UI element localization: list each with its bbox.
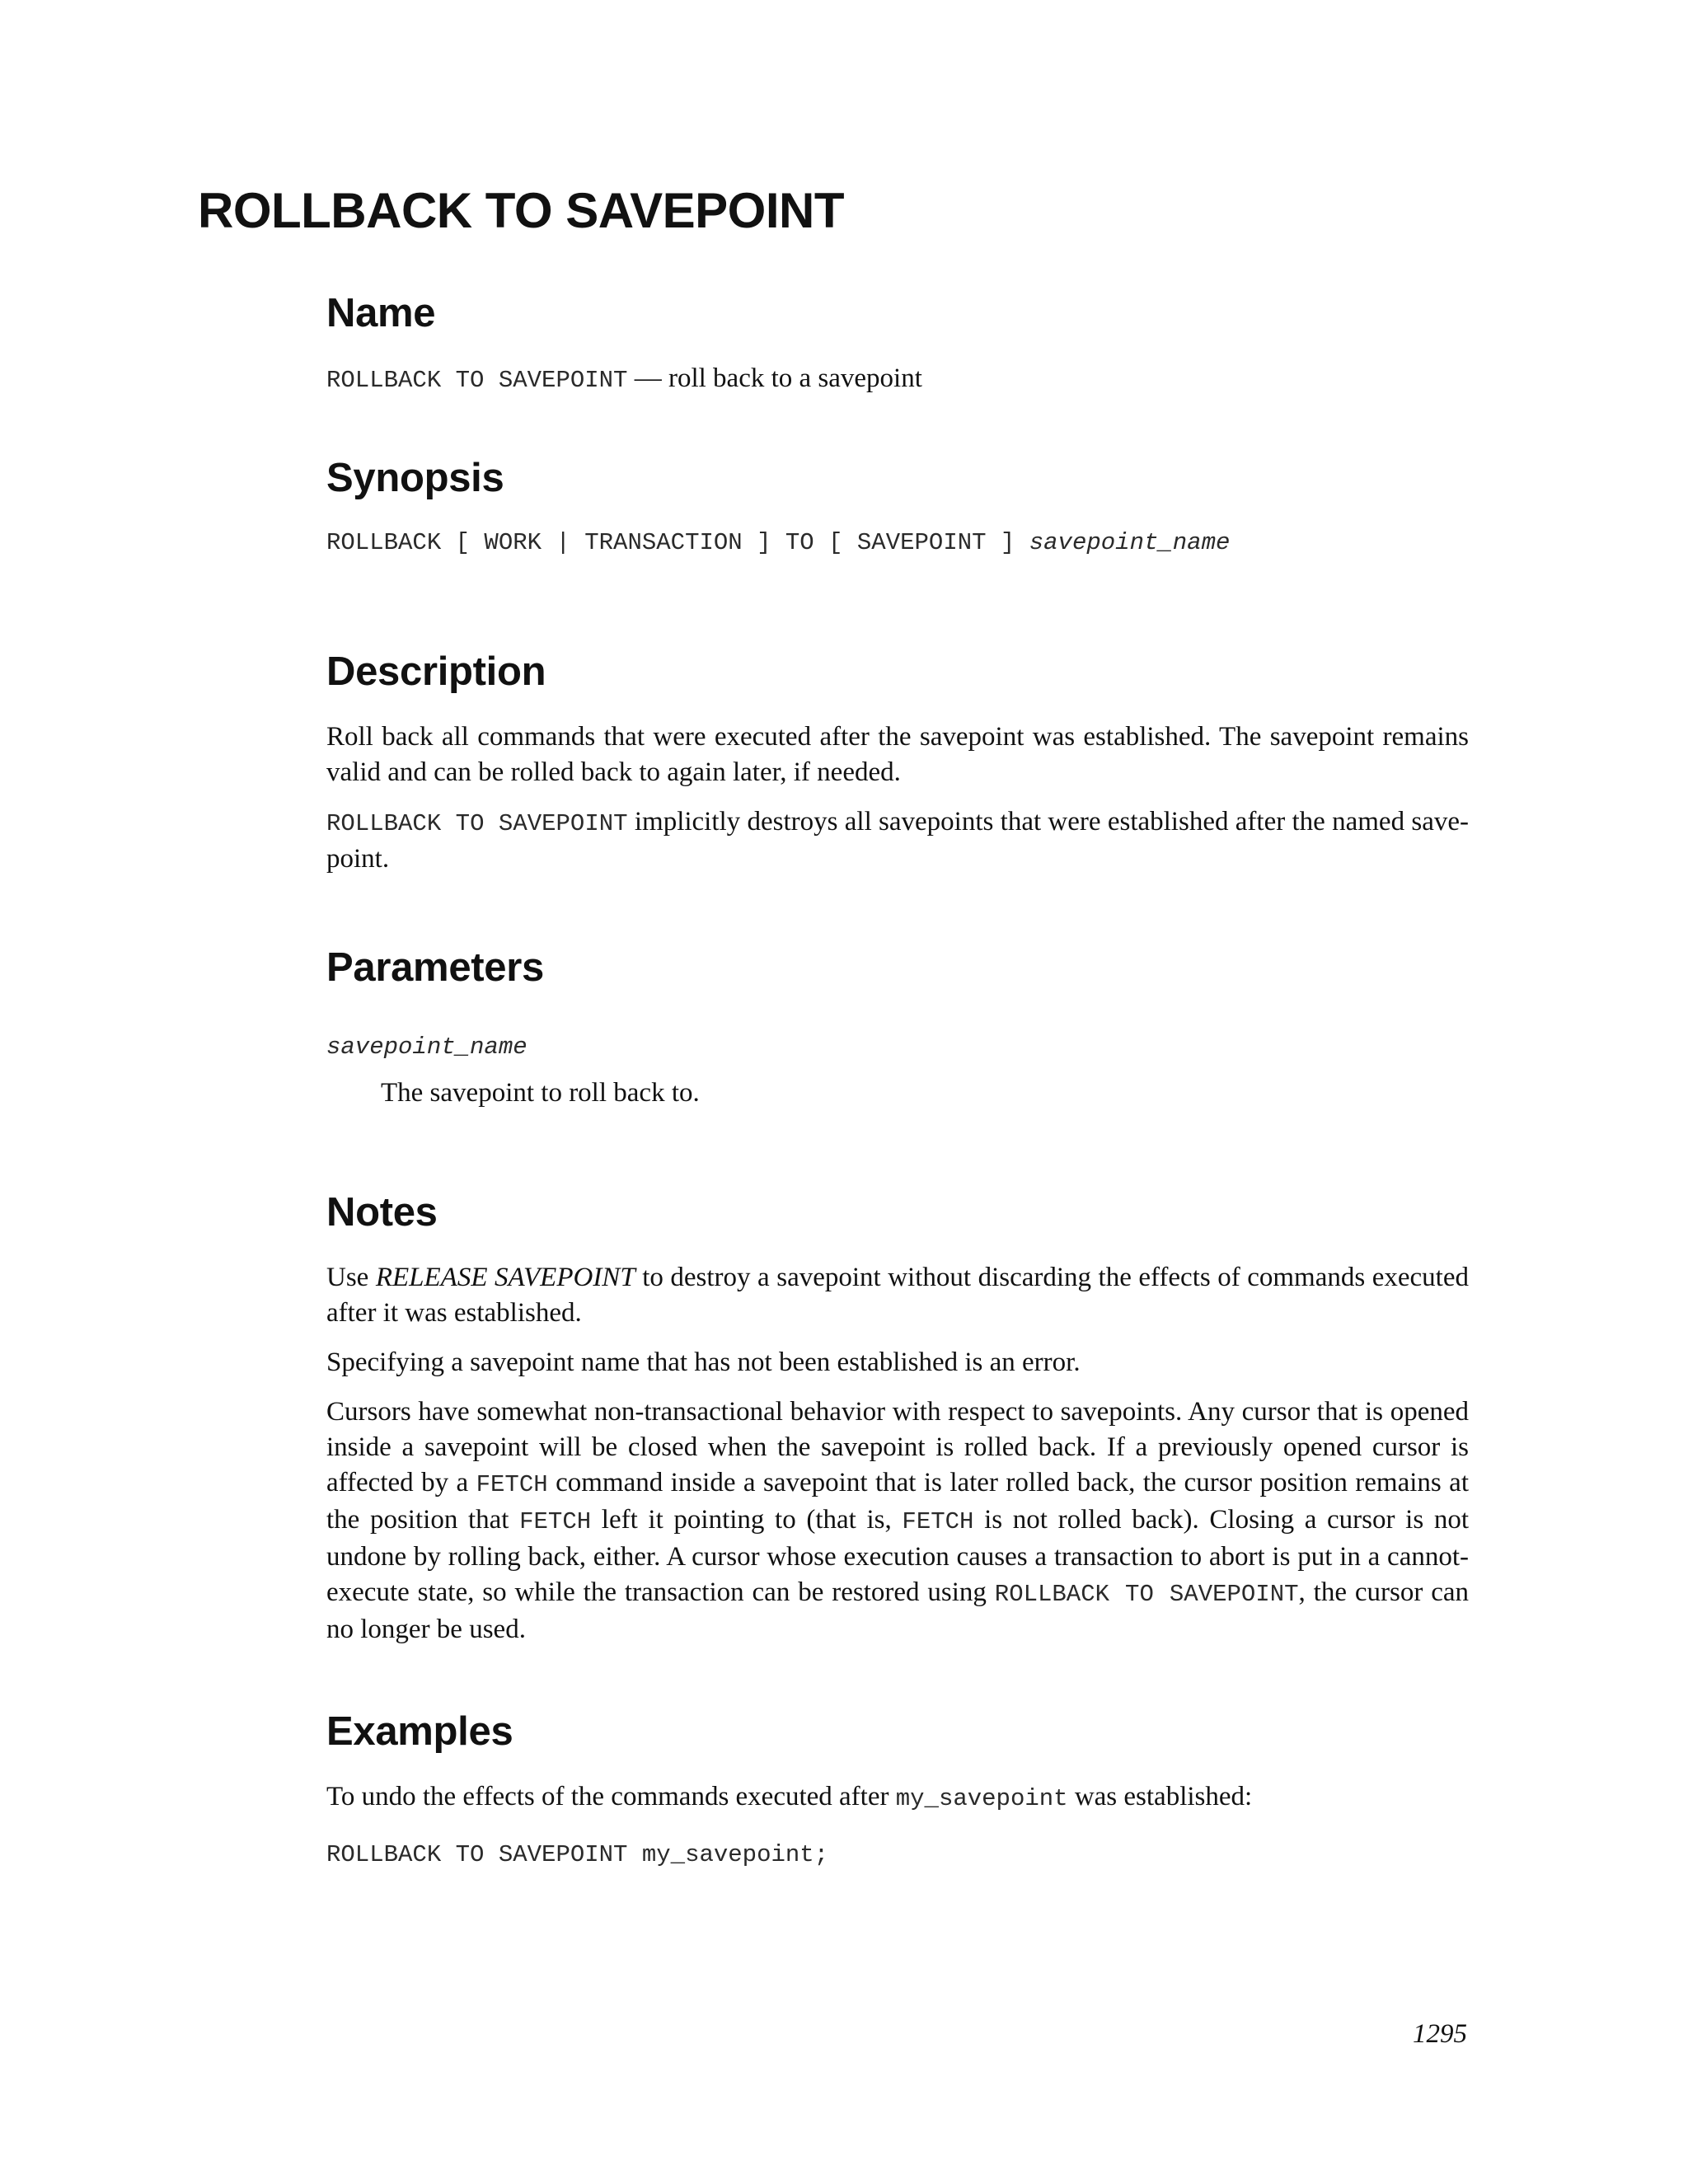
release-savepoint-link[interactable]: RELEASE SAVEPOINT (375, 1263, 635, 1292)
notes-text: , the cursor can no longer be used. (326, 1577, 1470, 1644)
parameter-term: savepoint_name (326, 1033, 528, 1061)
page-number: 1295 (1413, 2019, 1467, 2049)
notes-paragraph-2: Specifying a savepoint name that has not been established is an error. (326, 1347, 1081, 1377)
notes-text: Use (326, 1263, 376, 1292)
notes-text: Cursors have somewhat non-transactional behavior with respect to savepoints. Any cursor that is opened inside a savepoint will be closed when the savepoint is rolled back. If a previously opened cursor is affected by a (326, 1397, 1469, 1497)
name-line (326, 361, 1469, 398)
inline-code: ROLLBACK TO SAVEPOINT (326, 810, 628, 837)
parameters-section (326, 943, 1469, 1111)
examples-heading: Examples (326, 1709, 513, 1754)
description-paragraph-2-text: implicitly destroys all savepoints that were established after the named save-point. (326, 807, 1469, 874)
notes-text: left it pointing to (that is, (591, 1505, 903, 1535)
description-paragraph-2 (326, 804, 1469, 877)
description-section (326, 647, 1469, 891)
name-heading: Name (326, 291, 436, 335)
synopsis-param: savepoint_name (1029, 529, 1231, 556)
notes-heading: Notes (326, 1190, 438, 1235)
description-body (326, 719, 1469, 877)
notes-text: command inside a savepoint that is later rolled back, the cursor position remains at the position that (326, 1468, 1469, 1535)
example-code: ROLLBACK TO SAVEPOINT my_savepoint; (326, 1841, 829, 1868)
parameters-heading: Parameters (326, 945, 544, 990)
notes-section (326, 1188, 1469, 1661)
examples-section (326, 1707, 1469, 1868)
examples-text: To undo the effects of the commands executed after (326, 1782, 896, 1811)
command-summary: — roll back to a savepoint (627, 363, 922, 393)
description-heading: Description (326, 649, 546, 694)
examples-text: was established: (1067, 1782, 1253, 1811)
name-section (326, 288, 1469, 398)
inline-code: ROLLBACK TO SAVEPOINT (994, 1581, 1299, 1608)
description-paragraph-1: Roll back all commands that were executed after the savepoint was established. The savepoint remains valid and can be rolled back to again later, if needed. (326, 722, 1469, 787)
synopsis-code (326, 529, 1469, 556)
notes-paragraph-1 (326, 1260, 1469, 1331)
inline-code: FETCH (519, 1508, 592, 1535)
notes-text: to destroy a savepoint without discarding the effects of commands executed after it was established. (326, 1263, 1469, 1328)
notes-text: is not rolled back). Closing a cursor is not undone by rolling back, either. A cursor whose execution causes a transaction to abort is put in a cannot-execute state, so while the transaction can be restored using (326, 1505, 1469, 1607)
synopsis-syntax: ROLLBACK [ WORK | TRANSACTION ] TO [ SAVEPOINT ] (326, 529, 1029, 556)
inline-code: FETCH (902, 1508, 974, 1535)
inline-code: my_savepoint (895, 1785, 1068, 1812)
notes-paragraph-3 (326, 1394, 1469, 1647)
command-name: ROLLBACK TO SAVEPOINT (326, 367, 628, 394)
inline-code: FETCH (476, 1471, 548, 1498)
page-title: ROLLBACK TO SAVEPOINT (198, 183, 844, 238)
examples-intro (326, 1779, 1469, 1816)
synopsis-heading: Synopsis (326, 456, 504, 500)
synopsis-section (326, 453, 1469, 556)
parameter-definition: The savepoint to roll back to. (381, 1078, 700, 1108)
notes-body (326, 1260, 1469, 1647)
